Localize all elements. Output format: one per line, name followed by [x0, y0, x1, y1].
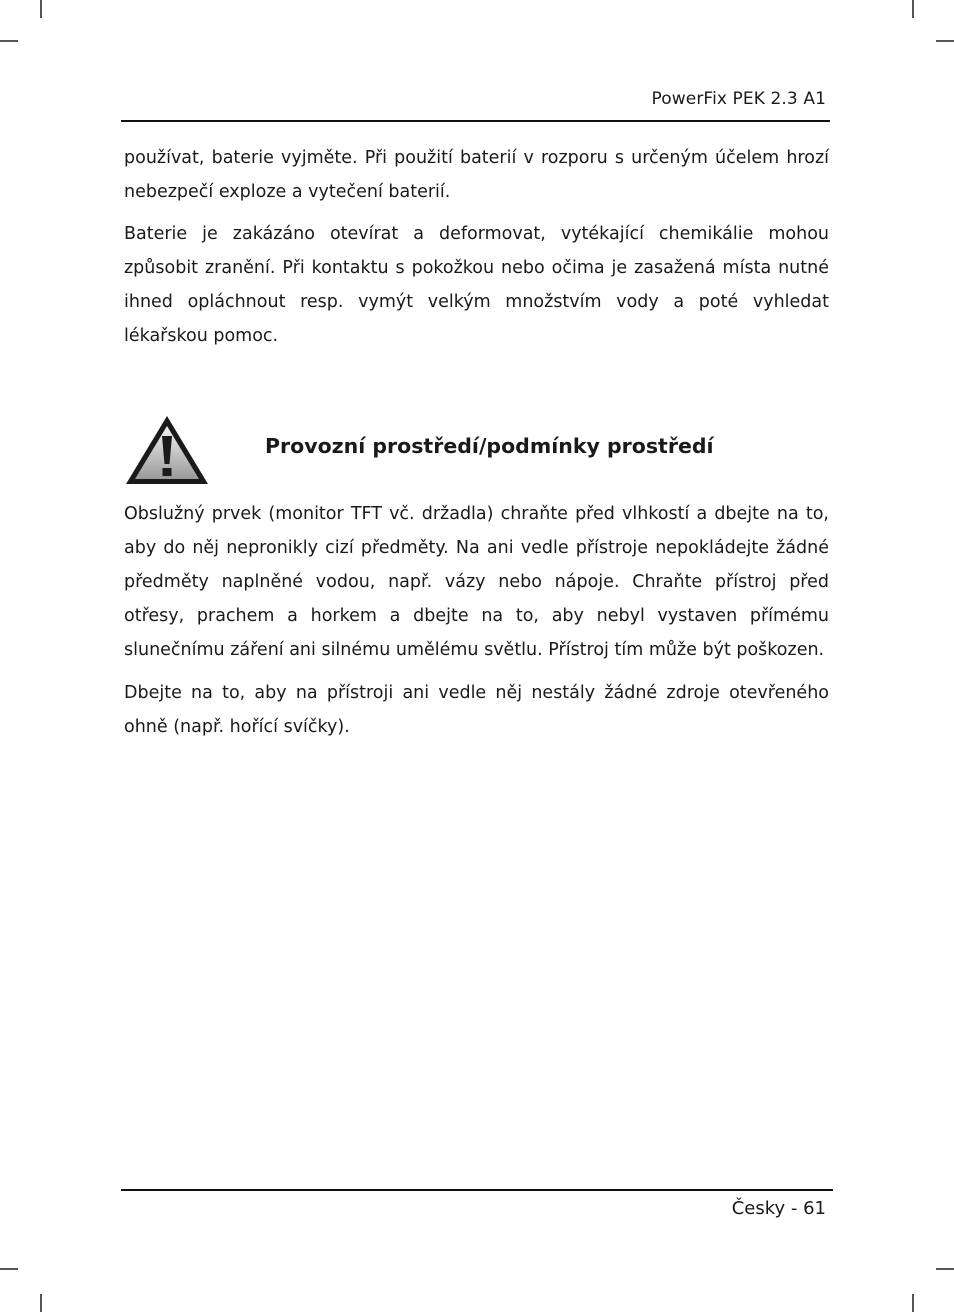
- header-title: PowerFix PEK 2.3 A1: [651, 89, 826, 109]
- crop-mark-top-left: [40, 0, 42, 18]
- crop-mark-left-top: [0, 40, 18, 42]
- body-paragraph: používat, baterie vyjměte. Při použití baterií v rozporu s určeným účelem hrozí nebezpečí exploze a vytečení baterií.: [124, 148, 829, 202]
- header-rule: [121, 120, 830, 122]
- warning-triangle-icon: [124, 414, 210, 486]
- page-number: Česky - 61: [731, 1198, 826, 1219]
- body-paragraph: Baterie je zakázáno otevírat a deformovat, vytékající chemikálie mohou způsobit zranění. Při kontaktu s pokožkou nebo očima je zasažená místa nutné ihned opláchnout resp. vymýt velkým množstvím vody a poté vyhledat lékařskou pomoc.: [124, 224, 829, 346]
- crop-mark-right-top: [936, 40, 954, 42]
- crop-mark-top-right: [912, 0, 914, 18]
- section-paragraph: Obslužný prvek (monitor TFT vč. držadla) chraňte před vlhkostí a dbejte na to, aby do něj nepronikly cizí předměty. Na ani vedle přístroje nepokládejte žádné předměty naplněné vodou, např. vázy nebo nápoje. Chraňte přístroj před otřesy, prachem a horkem a dbejte na to, aby nebyl vystaven přímému slunečnímu záření ani silnému umělému světlu. Přístroj tím může být poškozen.: [124, 504, 829, 660]
- section-paragraph: Dbejte na to, aby na přístroji ani vedle něj nestály žádné zdroje otevřeného ohně (např. hořící svíčky).: [124, 683, 829, 737]
- section-heading: [124, 412, 829, 486]
- crop-mark-left-bottom: [0, 1268, 18, 1270]
- crop-mark-bottom-left: [40, 1294, 42, 1312]
- crop-mark-bottom-right: [912, 1294, 914, 1312]
- crop-mark-right-bottom: [936, 1268, 954, 1270]
- footer-rule: [121, 1189, 833, 1191]
- section-title: Provozní prostředí/podmínky prostředí: [265, 434, 714, 458]
